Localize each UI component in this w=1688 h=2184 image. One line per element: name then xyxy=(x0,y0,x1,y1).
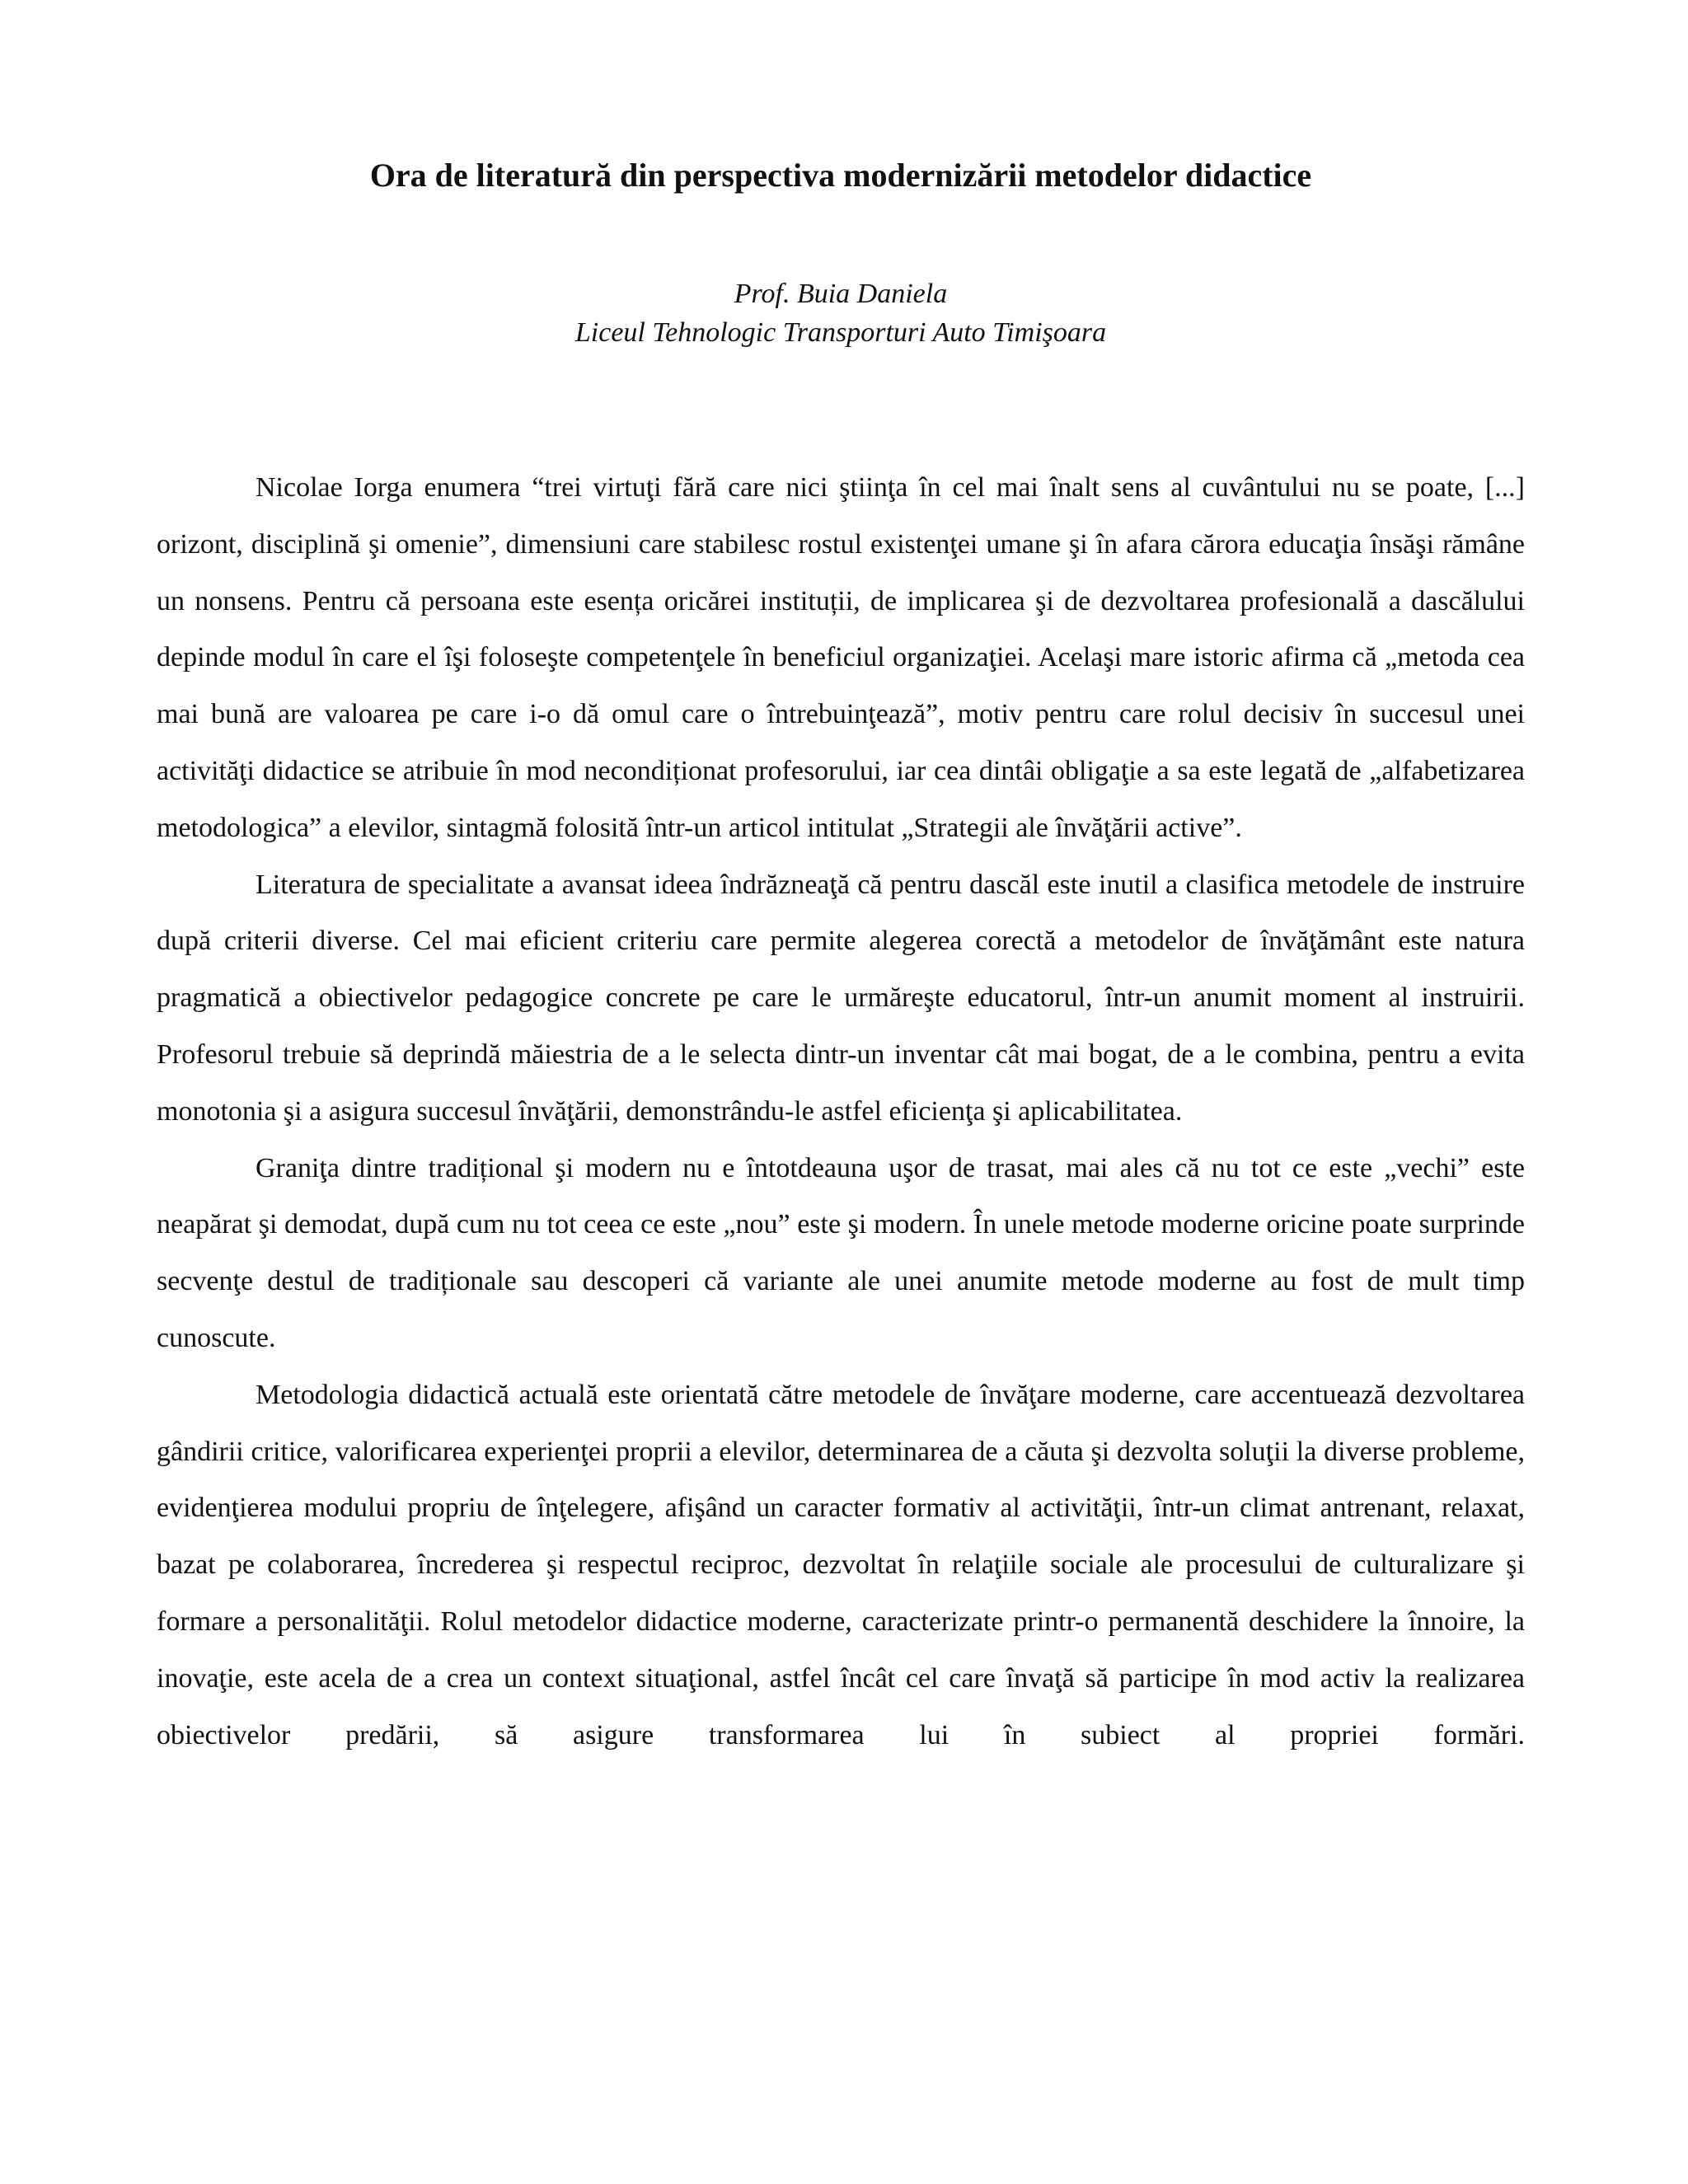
document-body xyxy=(157,460,1525,1764)
author-affiliation: Liceul Tehnologic Transporturi Auto Timişoara xyxy=(574,317,1107,348)
paragraph: Metodologia didactică actuală este orientată către metodele de învăţare moderne, care accentuează dezvoltarea gândirii critice, valorificarea experienţei proprii a elevilor, determinarea de a căuta şi dezvolta soluţii la diverse probleme, evidenţierea modului propriu de înţelegere, afişând un caracter formativ al activităţii, într-un climat antrenant, relaxat, bazat pe colaborarea, încrederea şi respectul reciproc, dezvoltat în relaţiile sociale ale procesului de culturalizare şi formare a personalităţii. Rolul metodelor didactice moderne, caracterizate printr-o permanentă deschidere la înnoire, la inovaţie, este acela de a crea un context situaţional, astfel încât cel care învaţă să participe în mod activ la realizarea obiectivelor predării, să asigure transformarea lui în subiect al propriei formări. xyxy=(157,1379,1525,1750)
paragraph: Literatura de specialitate a avansat ideea îndrăzneaţă că pentru dascăl este inutil a clasifica metodele de instruire după criterii diverse. Cel mai eficient criteriu care permite alegerea corectă a metodelor de învăţământ este natura pragmatică a obiectivelor pedagogice concrete pe care le urmăreşte educatorul, într-un anumit moment al instruirii. Profesorul trebuie să deprindă măiestria de a le selecta dintr-un inventar cât mai bogat, de a le combina, pentru a evita monotonia şi a asigura succesul învăţării, demonstrându-le astfel eficienţa şi aplicabilitatea. xyxy=(157,869,1525,1127)
author-block xyxy=(157,274,1525,352)
document-title: Ora de literatură din perspectiva modernizării metodelor didactice xyxy=(369,157,1312,194)
author-name: Prof. Buia Daniela xyxy=(734,279,948,309)
paragraph: Graniţa dintre tradițional şi modern nu e întotdeauna uşor de trasat, mai ales că nu tot ce este „vechi” este neapărat şi demodat, după cum nu tot ceea ce este „nou” este şi modern. În unele metode moderne oricine poate surprinde secvenţe destul de tradiționale sau descoperi că variante ale unei anumite metode moderne au fost de mult timp cunoscute. xyxy=(157,1152,1525,1353)
paragraph: Nicolae Iorga enumera “trei virtuţi fără care nici ştiinţa în cel mai înalt sens al cuvântului nu se poate, [...] orizont, disciplină şi omenie”, dimensiuni care stabilesc rostul existenţei umane şi în afara cărora educaţia însăşi rămâne un nonsens. Pentru că persoana este esența oricărei instituții, de implicarea şi de dezvoltarea profesională a dascălului depinde modul în care el îşi foloseşte competenţele în beneficiul organizaţiei. Acelaşi mare istoric afirma că „metoda cea mai bună are valoarea pe care i-o dă omul care o întrebuinţează”, motiv pentru care rolul decisiv în succesul unei activităţi didactice se atribuie în mod necondiționat profesorului, iar cea dintâi obligaţie a sa este legată de „alfabetizarea metodologica” a elevilor, sintagmă folosită într-un articol intitulat „Strategii ale învăţării active”. xyxy=(157,472,1525,843)
